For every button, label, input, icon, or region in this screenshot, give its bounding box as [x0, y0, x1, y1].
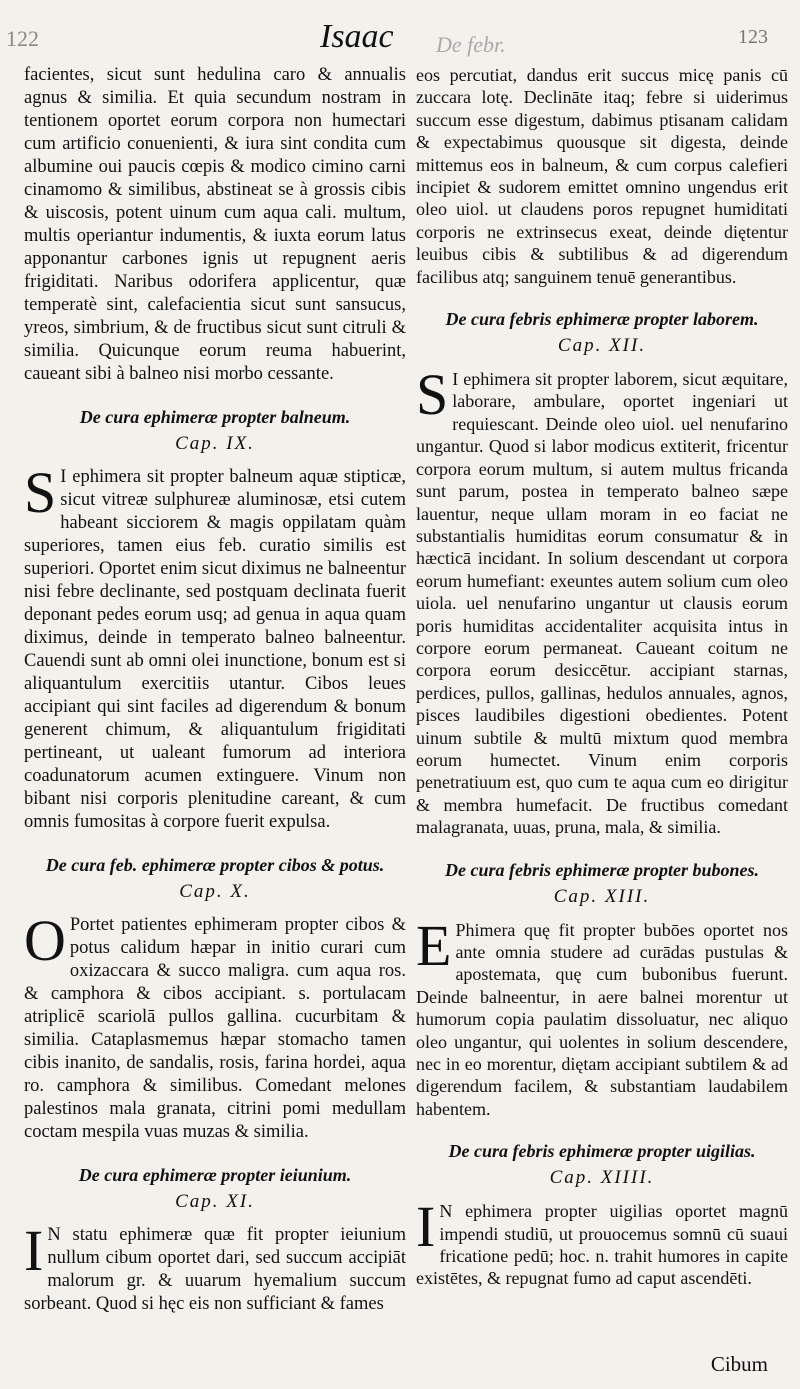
- chapter-14-text: N ephimera propter uigilias oportet magnū impendi studiū, ut prouocemus somnū cū suaui fricatione pedū; hoc. n. trahit humores in capite existētes, & repugnat fumo ad caput ascendēti.: [416, 1201, 788, 1289]
- chapter-13-title: De cura febris ephimeræ propter bubones.: [445, 859, 759, 880]
- chapter-10-number: Cap. X.: [179, 881, 251, 902]
- chapter-13-paragraph: [416, 912, 788, 1121]
- left-intro-paragraph: facientes, sicut sunt hedulina caro & annualis agnus & similia. Et quia secundum nostram in tentionem oportet eorum corpora non humectari cum artificio conuenienti, & iura sint condita cum albumine oui paucis cœpis & modico cimino carni cinamomo & similibus, abstineat se à grossis cibis & uiscosis, potent uinum cum aqua cali. multum, multis operiantur indumentis, & iuxta eorum latus apponantur carbones ignis ut repugnent aeris frigiditati. Naribus odorifera applicentur, quæ temperatè sint, calefacientia sicut sunt sansucus, yreos, simbrium, & de fructibus sicut sunt citruli & similia. Quicunque eorum reuma habuerint, caueant sibi à balneo nisi morbo cessante.: [24, 65, 406, 384]
- bleed-through-header: De febr.: [436, 32, 506, 57]
- chapter-9-paragraph: [24, 460, 406, 834]
- right-intro-paragraph: eos percutiat, dandus erit succus micę panis cū zuccara lotę. Declināte itaq; febre si uiderimus succum esse digestum, dabimus ptisanam calidam & expectabimus quousque sit digesta, deinde mittemus eos in balneum, & cum corpus calefieri incipiet & sudorem emittet omnino ungendus erit oleo uiol. ut claudens poros repugnet humiditati corporis ne extrinsecus exeat, deinde diętentur leuibus cibis & subtilibus & ad digerendum facilibus atq; sanguinem tenuē generantibus.: [416, 65, 788, 287]
- chapter-11-paragraph: [24, 1218, 406, 1316]
- running-head: [0, 8, 800, 58]
- drop-capital: S: [416, 362, 449, 428]
- chapter-10-text: Portet patientes ephimeram propter cibos & potus calidum hæpar in initio curari cum oxizaccara & succo maligra. cum aqua ros. & camphora & cibos accipiant. s. portulacam atriplicē scariolā pullos gallina. cucurbitam & similia. Cataplasmemus hæpar stomacho tamen cibis inanito, de sandalis, rosis, farina hordei, aqua ro. camphora & similibus. Comedant melones palestinos mala granata, citrini pomi medullam coctam mespila vuas muzas & similia.: [24, 915, 406, 1142]
- chapter-11-number: Cap. XI.: [175, 1191, 255, 1212]
- chapter-14-number: Cap. XIIII.: [549, 1167, 655, 1189]
- catchword: Cibum: [710, 1352, 768, 1376]
- chapter-9-text: I ephimera sit propter balneum aquæ stipticæ, sicut vitreæ sulphureæ aluminosæ, etsi cutem habeant sicciorem & magis oppilatam quàm superiores, tamen eius feb. curatio similis est superiori. Oportet enim sicut diximus ne balneentur nisi febre declinante, sed postquam declinata fuerit deponant pedes eorum usq; ad genua in aqua quam diximus, deinde in temperato balneo balneentur. Cauendi sunt ab omni olei inunctione, bonum est si aliquantulum exercitiis utantur. Cibos leues accipiant qui sint faciles ad digerendum & bonum generent chimum, & aliquantulum frigiditati pertineant, ut ualeant fumorum ad interiora coadunatorum acumen extinguere. Vinum non bibant nisi corporis plenitudine careant, & cum omnis fumositas à corpore fuerit expulsa.: [24, 467, 406, 832]
- chapter-11-title: De cura ephimeræ propter ieiunium.: [78, 1165, 352, 1185]
- chapter-14-paragraph: [416, 1194, 788, 1290]
- page-number: 123: [738, 26, 768, 48]
- chapter-13-number: Cap. XIII.: [553, 885, 651, 907]
- chapter-13-text: Phimera quę fit propter bubōes oportet nos ante omnia studere ad curādas pustulas & apostemata, quę cum bubonibus fuerunt. Deinde balneentur, in aere balnei morentur ut humorum copia paulatim dissoluatur, nec aliquo oleo ungantur, qui uolentes in solium descendere, nec in eo morentur, diętam accipiant subtilem & ad digerendum facilem, & substantiam laudabilem habentem.: [416, 919, 788, 1119]
- drop-capital: I: [416, 1194, 436, 1260]
- drop-capital: I: [24, 1218, 44, 1283]
- drop-capital: O: [24, 908, 66, 973]
- chapter-14-title: De cura febris ephimeræ propter uigilias.: [448, 1141, 756, 1162]
- chapter-12-text: I ephimera sit propter laborem, sicut æquitare, laborare, ambulare, oportet ingeniari ut requiescant. Deinde oleo uiol. uel nenufarino ungantur. Quod si labor modicus extiterit, fricentur corpora eorum multum, si autem multus fricanda sunt parum, postea in temperato balneo sæpe lauentur, neque ullam moram in eo faciat ne substantialis humiditas eorum consumatur & in hæcticā incidant. In solium descendant ut corpora eorum humefiant: exeuntes autem solium cum oleo uiola. uel nenufarino ungantur ut clausis eorum poris humiditas accidentaliter acquisita intus in corpore eorum permaneat. Caueant coitum ne corpora eorum desiccētur. accipiant starnas, perdices, pullos, gallinas, hedulos annuales, agnos, pisces laudibiles digestioni obedientes. Potent uinum subtile & multū mixtum quod membra eorum humectet. Vinum enim corporis penetratiuum est, quo cum te aqua cum eo dirigitur & membra humefacit. De fructibus comedant malagranata, uuas, pruna, mala, & similia.: [416, 369, 788, 838]
- chapter-9-number: Cap. IX.: [175, 433, 255, 454]
- chapter-10-title: De cura feb. ephimeræ propter cibos & potus.: [45, 855, 385, 875]
- drop-capital: E: [416, 912, 452, 978]
- chapter-9-title: De cura ephimeræ propter balneum.: [79, 407, 351, 427]
- page-title: Isaac: [320, 18, 394, 55]
- chapter-11-text: N statu ephimeræ quæ fit propter ieiunium nullum cibum oportet dari, sed succum accipiāt malorum gr. & uuarum hyemalium succum sorbeant. Quod si hęc eis non sufficiant & fames: [24, 1225, 406, 1314]
- chapter-12-paragraph: [416, 362, 788, 839]
- chapter-10-paragraph: [24, 908, 406, 1144]
- drop-capital: S: [24, 460, 57, 525]
- chapter-12-title: De cura febris ephimeræ propter laborem.: [445, 309, 759, 330]
- folio-number: 122: [6, 26, 39, 51]
- chapter-12-number: Cap. XII.: [557, 335, 647, 357]
- left-column: [24, 64, 406, 1316]
- right-column: [416, 64, 788, 1290]
